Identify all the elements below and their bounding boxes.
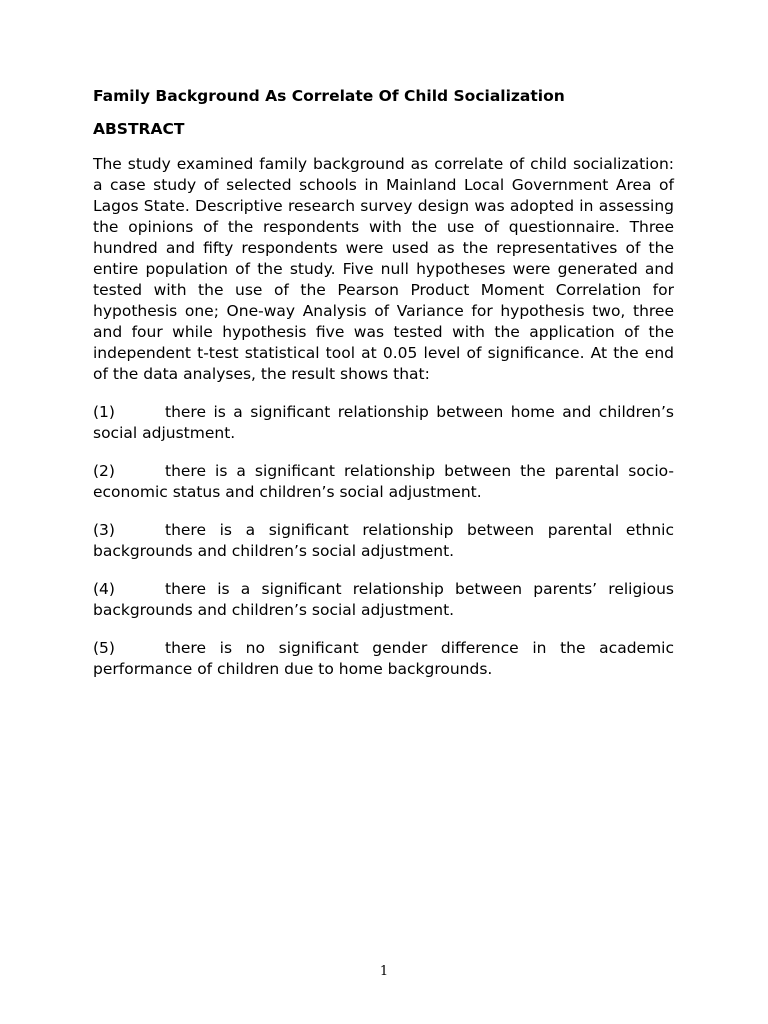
finding-item [93,520,674,562]
finding-number: (1) [93,403,115,421]
finding-number: (3) [93,521,115,539]
finding-item [93,461,674,503]
finding-item [93,579,674,621]
finding-text: there is a significant relationship between home and children’s social adjustment. [93,403,674,442]
finding-number: (4) [93,580,115,598]
document-title: Family Background As Correlate Of Child Socialization [93,87,565,105]
finding-item [93,638,674,680]
finding-number: (2) [93,462,115,480]
abstract-paragraph: The study examined family background as correlate of child socialization: a case study of selected schools in Mainland Local Government Area of Lagos State. Descriptive research survey design was adopted in assessing the opinions of the respondents with the use of questionnaire. Three hundred and fifty respondents were used as the representatives of the entire population of the study. Five null hypotheses were generated and tested with the use of the Pearson Product Moment Correlation for hypothesis one; One-way Analysis of Variance for hypothesis two, three and four while hypothesis five was tested with the application of the independent t-test statistical tool at 0.05 level of significance. At the end of the data analyses, the result shows that: [93,155,674,383]
finding-text: there is a significant relationship between the parental socio-economic status and children’s social adjustment. [93,462,674,501]
finding-text: there is a significant relationship between parental ethnic backgrounds and children’s social adjustment. [93,521,674,560]
finding-item [93,402,674,444]
finding-number: (5) [93,639,115,657]
abstract-heading: ABSTRACT [93,120,185,138]
finding-text: there is a significant relationship between parents’ religious backgrounds and children’s social adjustment. [93,580,674,619]
page-content [93,86,674,697]
page-number: 1 [379,964,389,979]
finding-text: there is no significant gender difference in the academic performance of children due to home backgrounds. [93,639,674,678]
